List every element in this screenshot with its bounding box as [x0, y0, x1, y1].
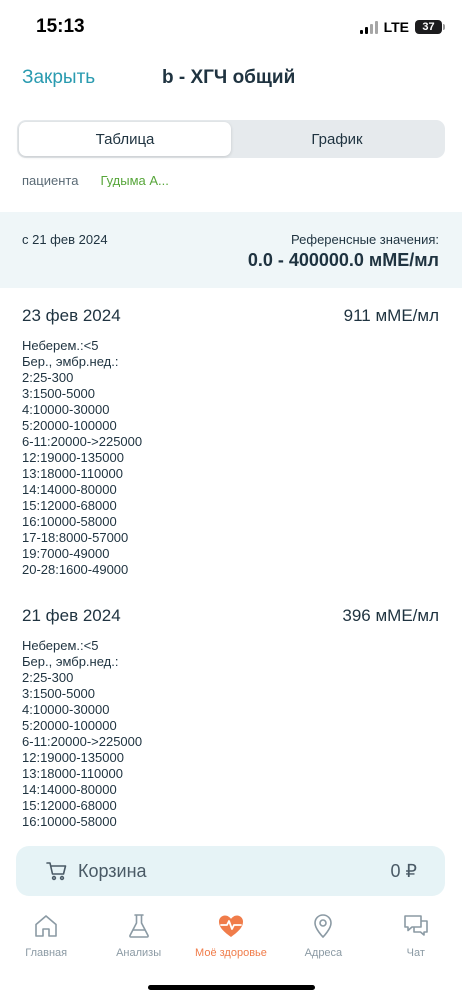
cart-icon: [46, 861, 68, 881]
note-line: 4:10000-30000: [22, 402, 110, 417]
nav-label: Чат: [406, 947, 425, 959]
bottom-nav: [0, 906, 462, 966]
note-line: 14:14000-80000: [22, 482, 117, 497]
result-value: 396 мМЕ/мл: [342, 606, 439, 625]
note-line: 5:20000-100000: [22, 418, 117, 433]
nav-label: Главная: [25, 947, 68, 959]
cart-label: Корзина: [78, 861, 147, 881]
reference-band: [0, 212, 462, 288]
note-line: 6-11:20000->225000: [22, 434, 143, 449]
partial-doctor: Гудыма А...: [100, 173, 169, 187]
view-switcher: [17, 120, 445, 158]
note-line: 12:19000-135000: [22, 450, 124, 465]
reference-label: Референсные значения:: [291, 232, 439, 247]
tab-chart[interactable]: График: [311, 130, 363, 148]
result-value: 911 мМЕ/мл: [343, 306, 439, 325]
status-bar: [0, 0, 462, 54]
nav-item-home[interactable]: [0, 906, 92, 966]
result-date: 21 фев 2024: [22, 606, 121, 625]
note-line: 16:10000-58000: [22, 514, 117, 529]
result-notes: [22, 338, 439, 578]
network-type: LTE: [383, 19, 409, 35]
nav-item-analyses[interactable]: [92, 906, 184, 966]
result-item: [0, 288, 462, 578]
note-line: 15:12000-68000: [22, 498, 117, 513]
location-pin-icon: [309, 912, 337, 940]
nav-label: Анализы: [116, 947, 162, 959]
battery-icon: 37: [415, 20, 442, 34]
note-line: 12:19000-135000: [22, 750, 124, 765]
note-line: 13:18000-110000: [22, 766, 123, 781]
note-line: Бер., эмбр.нед.:: [22, 354, 119, 369]
results-list[interactable]: [0, 288, 462, 836]
note-line: 16:10000-58000: [22, 814, 117, 829]
home-icon: [32, 912, 60, 940]
signal-icon: [360, 21, 378, 34]
note-line: 3:1500-5000: [22, 686, 96, 701]
status-time: 15:13: [36, 16, 85, 37]
nav-item-addresses[interactable]: [277, 906, 369, 966]
note-line: Неберем.:<5: [22, 338, 99, 353]
flask-icon: [125, 912, 153, 940]
note-line: 2:25-300: [22, 370, 74, 385]
note-line: Неберем.:<5: [22, 638, 99, 653]
result-notes: [22, 638, 439, 830]
since-date: с 21 фев 2024: [22, 232, 108, 247]
note-line: 6-11:20000->225000: [22, 734, 143, 749]
heart-pulse-icon: [217, 912, 245, 940]
note-line: 5:20000-100000: [22, 718, 117, 733]
note-line: 19:7000-49000: [22, 546, 110, 561]
note-line: Бер., эмбр.нед.:: [22, 654, 119, 669]
page-title: b - ХГЧ общий: [162, 67, 296, 88]
note-line: 15:12000-68000: [22, 798, 117, 813]
reference-value: 0.0 - 400000.0 мМЕ/мл: [247, 250, 439, 270]
note-line: 3:1500-5000: [22, 386, 96, 401]
nav-item-chat[interactable]: [370, 906, 462, 966]
partial-label: пациента: [22, 173, 79, 187]
chat-icon: [402, 912, 430, 940]
nav-item-my-health[interactable]: [185, 906, 277, 966]
tab-table[interactable]: Таблица: [19, 122, 231, 156]
note-line: 4:10000-30000: [22, 702, 110, 717]
note-line: 20-28:1600-49000: [22, 562, 129, 577]
note-line: 17-18:8000-57000: [22, 530, 129, 545]
home-indicator[interactable]: [148, 985, 315, 990]
cart-button[interactable]: [16, 846, 445, 896]
nav-label: Адреса: [304, 947, 343, 959]
result-item: [0, 578, 462, 830]
close-button[interactable]: Закрыть: [22, 67, 96, 88]
cart-amount: 0 ₽: [390, 861, 417, 881]
status-indicators: [360, 19, 442, 35]
result-date: 23 фев 2024: [22, 306, 121, 325]
note-line: 14:14000-80000: [22, 782, 117, 797]
partial-info-row: [22, 173, 169, 187]
note-line: 13:18000-110000: [22, 466, 123, 481]
note-line: 2:25-300: [22, 670, 74, 685]
nav-label: Моё здоровье: [195, 947, 267, 959]
